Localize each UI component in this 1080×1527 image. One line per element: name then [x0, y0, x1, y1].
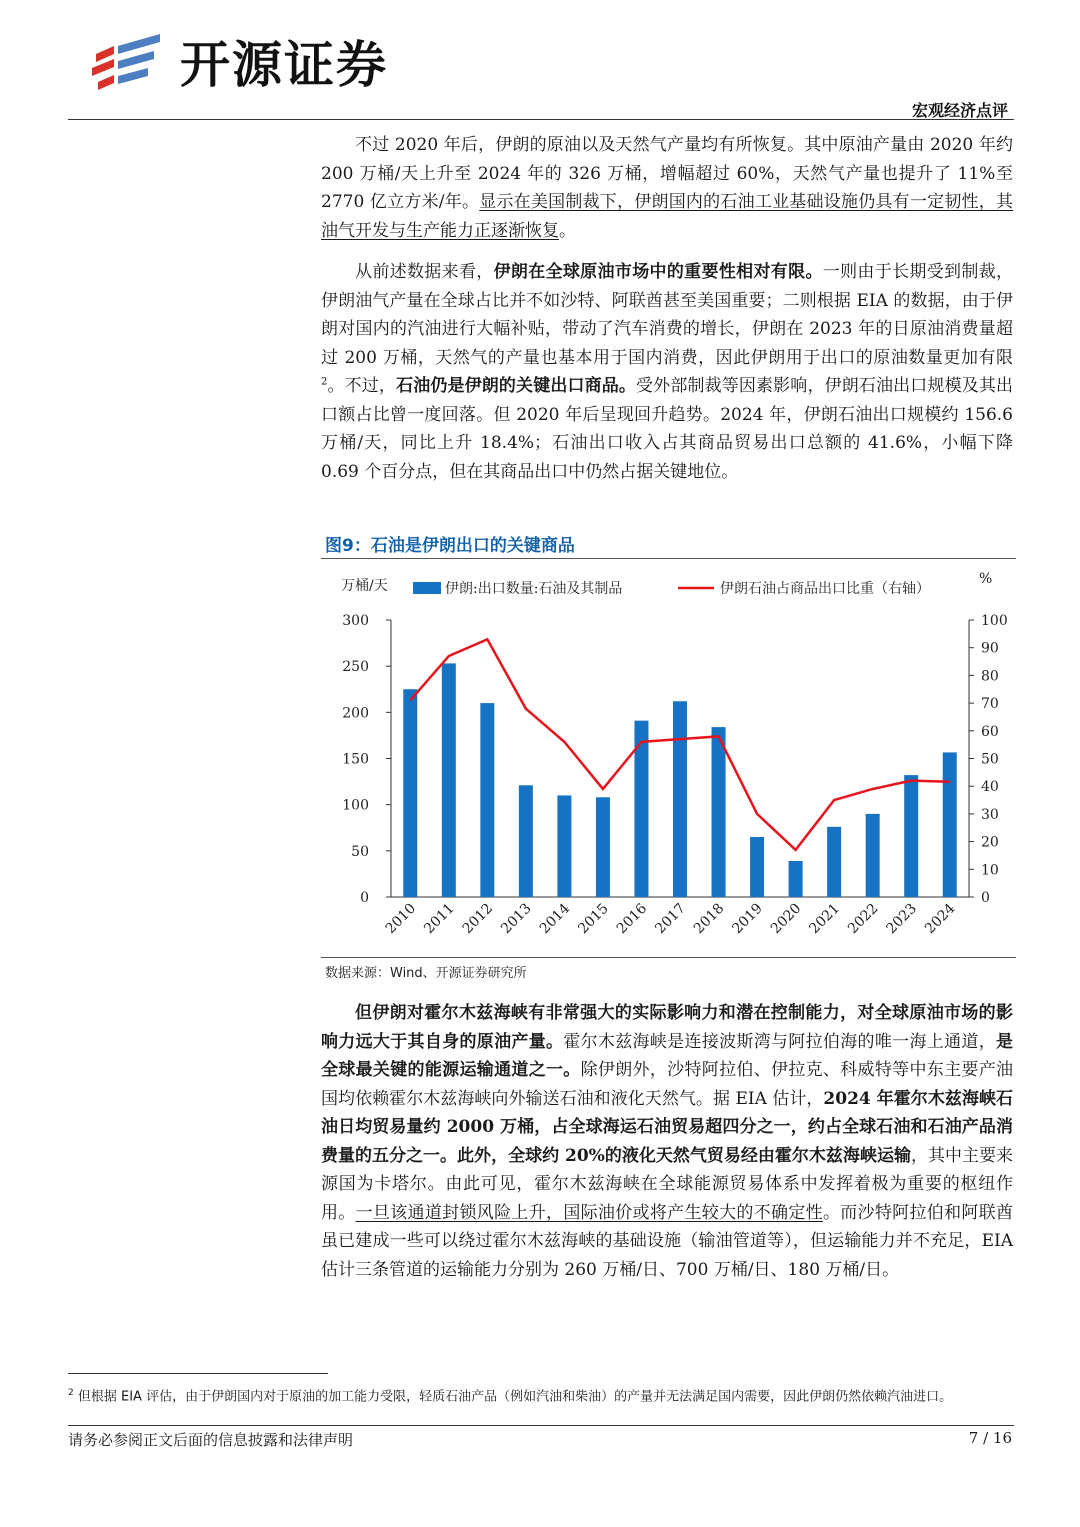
footnote-divider [68, 1373, 328, 1374]
bar-2017 [673, 701, 687, 897]
figure-top-rule [321, 558, 1016, 559]
bar-2013 [519, 785, 533, 897]
x-tick-label: 2016 [613, 900, 651, 938]
p1-text: 不过 2020 年后，伊朗的原油以及天然气产量均有所恢复。其中原油产量由 2020 年约 200 万桶/天上升至 2024 年的 326 万桶，增幅超过 60%，天然气产量也提升了 11%至 2770 亿立方米/年。 [321, 135, 1013, 212]
footer-disclaimer[interactable]: 请务必参阅正文后面的信息披露和法律声明 [68, 1431, 354, 1449]
p3-bold-a: 但伊朗对霍尔木兹海峡有非常强大的实际影响力和潜在控制能力，对全球原油市场的影响力远大于其自身的原油产量。 [321, 1003, 1013, 1052]
paragraph-1 [321, 131, 1013, 245]
left-tick-label: 250 [342, 659, 369, 676]
footer-divider [68, 1425, 1014, 1426]
right-tick-label: 80 [981, 668, 999, 685]
p2-text-f: 受外部制裁等因素影响，伊朗石油出口规模及其出口额占比曾一度回落。但 2020 年后呈现回升趋势。2024 年，伊朗石油出口规模约 156.6 万桶/天，同比上升 18.4%；石油出口收入占其商品贸易出口总额的 41.6%，小幅下降 0.69 个百分点，但在其商品出口中仍然占据关键地位。 [321, 376, 1013, 482]
right-tick-label: 70 [981, 696, 999, 713]
bar-2011 [442, 663, 456, 897]
left-tick-label: 100 [342, 797, 369, 814]
left-unit-label: 万桶/天 [341, 578, 388, 594]
bar-2021 [827, 827, 841, 897]
p1-end: 。 [559, 220, 576, 241]
legend-bar-label: 伊朗:出口数量:石油及其制品 [445, 581, 623, 597]
figure-title: 图9：石油是伊朗出口的关键商品 [325, 536, 575, 556]
x-tick-label: 2012 [459, 900, 497, 938]
p2-bold-e: 石油仍是伊朗的关键出口商品。 [396, 376, 637, 396]
header-divider [68, 119, 1014, 120]
oil-export-chart [321, 565, 1016, 955]
right-tick-label: 100 [981, 613, 1008, 629]
bar-2024 [943, 752, 957, 897]
left-tick-label: 0 [360, 890, 369, 906]
right-tick-label: 0 [981, 890, 990, 906]
bar-2018 [712, 727, 726, 897]
p3-text-d: 除伊朗外，沙特阿拉伯、伊拉克、科威特等中东主要产油国均依赖霍尔木兹海峡向外输送石油和液化天然气。据 EIA 估计， [321, 1060, 1014, 1109]
right-tick-label: 30 [981, 806, 999, 823]
x-tick-label: 2022 [844, 900, 882, 938]
footnote-text: 但根据 EIA 评估，由于伊朗国内对于原油的加工能力受限，轻质石油产品（例如汽油和柴油）的产量并无法满足国内需要，因此伊朗仍然依赖汽油进口。 [77, 1389, 953, 1405]
x-tick-label: 2018 [690, 900, 728, 938]
x-tick-label: 2011 [421, 900, 458, 938]
left-tick-label: 300 [342, 613, 369, 629]
right-tick-label: 40 [981, 779, 999, 796]
x-tick-label: 2024 [922, 900, 959, 938]
right-unit-label: % [979, 571, 993, 587]
right-tick-label: 90 [981, 640, 999, 657]
paragraph-3 [321, 999, 1013, 1284]
right-tick-label: 60 [981, 723, 999, 740]
right-tick-label: 50 [981, 751, 999, 768]
section-label: 宏观经济点评 [911, 101, 1008, 120]
x-tick-label: 2015 [575, 900, 612, 938]
x-tick-label: 2021 [806, 900, 843, 938]
p3-text-b: 霍尔木兹海峡是连接波斯湾与阿拉伯海的唯一海上通道， [563, 1031, 997, 1052]
legend-bar-swatch [413, 582, 441, 594]
p2-text-c: 一则由于长期受到制裁，伊朗油气产量在全球占比并不如沙特、阿联酋甚至美国重要；二则根据 EIA 的数据，由于伊朗对国内的汽油进行大幅补贴，带动了汽车消费的增长，伊朗在 2023 年的日原油消费量超过 200 万桶，天然气的产量也基本用于国内消费，因此伊朗用于出口的原油数量更加有限 [321, 262, 1014, 368]
x-tick-label: 2014 [536, 900, 574, 938]
p2-text-a: 从前述数据来看， [355, 262, 494, 282]
left-tick-label: 150 [342, 751, 369, 768]
p1-underlined: 显示在美国制裁下，伊朗国内的石油工业基础设施仍具有一定韧性，其油气开发与生产能力正逐渐恢复 [321, 192, 1014, 241]
x-tick-label: 2017 [652, 900, 689, 938]
logo-mark-icon [88, 32, 168, 94]
p3-text-h: 。而沙特阿拉伯和阿联酋虽已建成一些可以绕过霍尔木兹海峡的基础设施（输油管道等），但运输能力并不充足，EIA 估计三条管道的运输能力分别为 260 万桶/日、700 万桶/日、180 万桶/日。 [321, 1202, 1014, 1280]
footnote-ref[interactable]: 2 [321, 376, 328, 388]
right-tick-label: 20 [981, 834, 999, 851]
bar-2010 [403, 689, 417, 897]
page-number: 7 / 16 [968, 1429, 1012, 1447]
paragraph-2 [321, 258, 1013, 486]
bar-2023 [904, 775, 918, 897]
p2-text-d: 。不过， [327, 376, 397, 396]
figure-bottom-rule [321, 957, 1016, 958]
bar-2015 [596, 797, 610, 897]
x-tick-label: 2010 [382, 900, 420, 938]
bar-2019 [750, 837, 764, 897]
p3-underlined: 一旦该通道封锁风险上升，国际油价或将产生较大的不确定性 [355, 1202, 823, 1223]
company-logo [88, 32, 408, 94]
left-tick-label: 50 [351, 843, 369, 860]
x-tick-label: 2019 [729, 900, 766, 938]
legend-line-label: 伊朗石油占商品出口比重（右轴） [720, 581, 930, 597]
p3-bold-e: 2024 年霍尔木兹海峡石油日均贸易量约 2000 万桶，占全球海运石油贸易超四分之一，约占全球石油和石油产品消费量的五分之一。此外，全球约 20%的液化天然气贸易经由霍尔木兹海峡运输 [321, 1088, 1013, 1166]
x-tick-label: 2020 [767, 900, 805, 938]
bar-2014 [557, 795, 571, 897]
right-tick-label: 10 [981, 862, 999, 879]
bar-2020 [789, 861, 803, 897]
p2-bold-b: 伊朗在全球原油市场中的重要性相对有限。 [493, 262, 823, 282]
p3-bold-c: 是全球最关键的能源运输通道之一。 [321, 1031, 1014, 1080]
bar-2022 [866, 814, 880, 897]
brand-name: 开源证券 [180, 36, 388, 94]
bar-2012 [480, 703, 494, 897]
footnote-mark: 2 [68, 1388, 74, 1398]
x-tick-label: 2023 [883, 900, 921, 938]
p3-text-f: ，其中主要来源国为卡塔尔。由此可见，霍尔木兹海峡在全球能源贸易体系中发挥着极为重要的枢纽作用。 [321, 1145, 1014, 1223]
left-tick-label: 200 [342, 705, 369, 722]
figure-source: 数据来源：Wind、开源证券研究所 [325, 966, 527, 981]
x-tick-label: 2013 [498, 900, 535, 938]
footnote [68, 1383, 1014, 1407]
